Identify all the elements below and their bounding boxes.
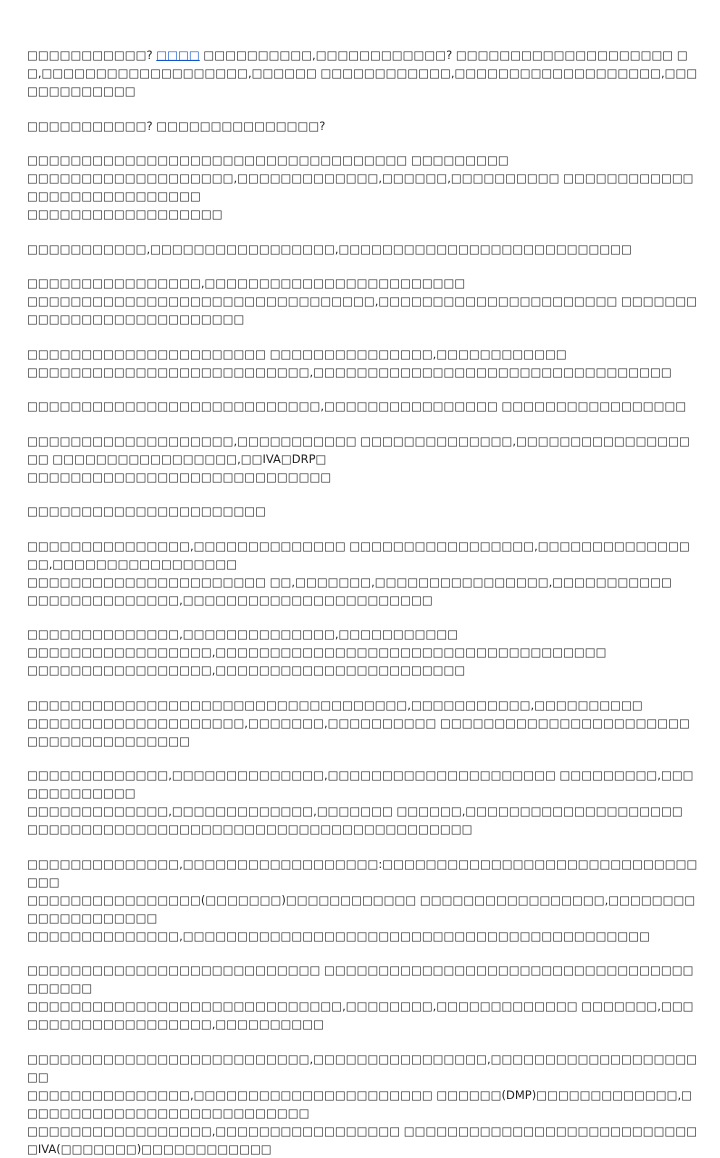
paragraph-1 — [27, 46, 698, 100]
paragraph-8: □□□□□□□□□□□□□□□□□□□,□□□□□□□□□□□ □□□□□□□□□□□□□□,□□□□□□□□□□□□□□□□□□ □□□□□□□□□□□□□□□□□,□□IVA□DRP□ □□□□□□□□□□□□□□□□□□□□□□□□□□□□ — [27, 433, 690, 484]
paragraph-7: □□□□□□□□□□□□□□□□□□□□□□□□□□□,□□□□□□□□□□□□□□□□ □□□□□□□□□□□□□□□□□ — [27, 399, 687, 413]
paragraph-5: □□□□□□□□□□□□□□□□,□□□□□□□□□□□□□□□□□□□□□□□□ □□□□□□□□□□□□□□□□□□□□□□□□□□□□□□□□,□□□□□□□□□□□□□□□□□□□□□□ □□□□□□□□□□□□□□□□□□□□□□□□□□□ — [27, 276, 698, 326]
paragraph-12: □□□□□□□□□□□□□□□□□□□□□□□□□□□□□□□□□□□,□□□□□□□□□□□,□□□□□□□□□□ □□□□□□□□□□□□□□□□□□□□,□□□□□□□,□□□□□□□□□□ □□□□□□□□□□□□□□□□□□□□□□□□□□□□□□□□□□□□□□ — [27, 697, 690, 748]
paragraph-10: □□□□□□□□□□□□□□□,□□□□□□□□□□□□□□ □□□□□□□□□□□□□□□□□,□□□□□□□□□□□□□□□□,□□□□□□□□□□□□□□□□□ □□□□□□□□□□□□□□□□□□□□□□ □□,□□□□□□□,□□□□□□□□□□□□□□□□,□□□□□□□□□□□ □□□□□□□□□□□□□□,□□□□□□□□□□□□□□□□□□□□□□□ — [27, 538, 690, 607]
paragraph-9: □□□□□□□□□□□□□□□□□□□□□□ — [27, 504, 267, 518]
paragraph-11: □□□□□□□□□□□□□□,□□□□□□□□□□□□□□,□□□□□□□□□□□ □□□□□□□□□□□□□□□□□,□□□□□□□□□□□□□□□□□□□□□□□□□□□□□□□□□□□□ □□□□□□□□□□□□□□□□□,□□□□□□□□□□□□□□□□□□□□□□□ — [27, 627, 607, 677]
paragraph-15: □□□□□□□□□□□□□□□□□□□□□□□□□□□ □□□□□□□□□□□□□□□□□□□□□□□□□□□□□□□□□□□□□□□□ □□□□□□□□□□□□□□□□□□□□□□□□□□□□□,□□□□□□□□,□□□□□□□□□□□□□ □□□□□□□,□□□□□□□□□□□□□□□□□□□□,□□□□□□□□□□ — [27, 963, 694, 1031]
paragraph-6: □□□□□□□□□□□□□□□□□□□□□□ □□□□□□□□□□□□□□□,□□□□□□□□□□□□ □□□□□□□□□□□□□□□□□□□□□□□□□□,□□□□□□□□□□□□□□□□□□□□□□□□□□□□□□□□□ — [27, 346, 672, 379]
paragraph-13: □□□□□□□□□□□□□,□□□□□□□□□□□□□□,□□□□□□□□□□□□□□□□□□□□□ □□□□□□□□□,□□□□□□□□□□□□□ □□□□□□□□□□□□□,□□□□□□□□□□□□□,□□□□□□□ □□□□□□,□□□□□□□□□□□□□□□□□□□□ □□□□□□□□□□□□□□□□□□□□□□□□□□□□□□□□□□□□□□□□□ — [27, 768, 694, 836]
inline-link[interactable]: □□□□ — [156, 48, 200, 62]
paragraph-14: □□□□□□□□□□□□□□,□□□□□□□□□□□□□□□□□□:□□□□□□□□□□□□□□□□□□□□□□□□□□□□□□□□ □□□□□□□□□□□□□□□□(□□□□□□□)□□□□□□□□□□□□ □□□□□□□□□□□□□□□□□,□□□□□□□□□□□□□□□□□□□□ □□□□□□□□□□□□□□,□□□□□□□□□□□□□□□□□□□□□□□□□□□□□□□□□□□□□□□□□□□ — [27, 856, 698, 943]
paragraph-1-text-after: □□□□□□□□□□,□□□□□□□□□□□□? □□□□□□□□□□□□□□□□□□□□ □□,□□□□□□□□□□□□□□□□□□□,□□□□□□ □□□□□□□□□□□□,□□□□□□□□□□□□□□□□□□□,□□□□□□□□□□□□□ — [27, 48, 698, 98]
paragraph-4: □□□□□□□□□□□,□□□□□□□□□□□□□□□□□,□□□□□□□□□□□□□□□□□□□□□□□□□□□ — [27, 241, 632, 256]
paragraph-1-text-before: □□□□□□□□□□□? — [27, 48, 157, 62]
paragraph-2: □□□□□□□□□□□? □□□□□□□□□□□□□□□? — [27, 118, 326, 133]
paragraph-16: □□□□□□□□□□□□□□□□□□□□□□□□□□,□□□□□□□□□□□□□□□□,□□□□□□□□□□□□□□□□□□□□□ □□□□□□□□□□□□□□□,□□□□□□□□□□□□□□□□□□□□□□ □□□□□□(DMP)□□□□□□□□□□□□□,□□□□□□□□□□□□□□□□□□□□□□□□□□□ □□□□□□□□□□□□□□□□□,□□□□□□□□□□□□□□□□□ □□□□□□□□□□□□□□□□□□□□□□□□□□□□IVA(□□□□□□□)□□□□□□□□□□□□ — [27, 1051, 698, 1156]
paragraph-3: □□□□□□□□□□□□□□□□□□□□□□□□□□□□□□□□□□□ □□□□□□□□□ □□□□□□□□□□□□□□□□□□□,□□□□□□□□□□□□□,□□□□□□,□□□□□□□□□□ □□□□□□□□□□□□□□□□□□□□□□□□□□□□ □□□□□□□□□□□□□□□□□□ — [27, 153, 694, 221]
